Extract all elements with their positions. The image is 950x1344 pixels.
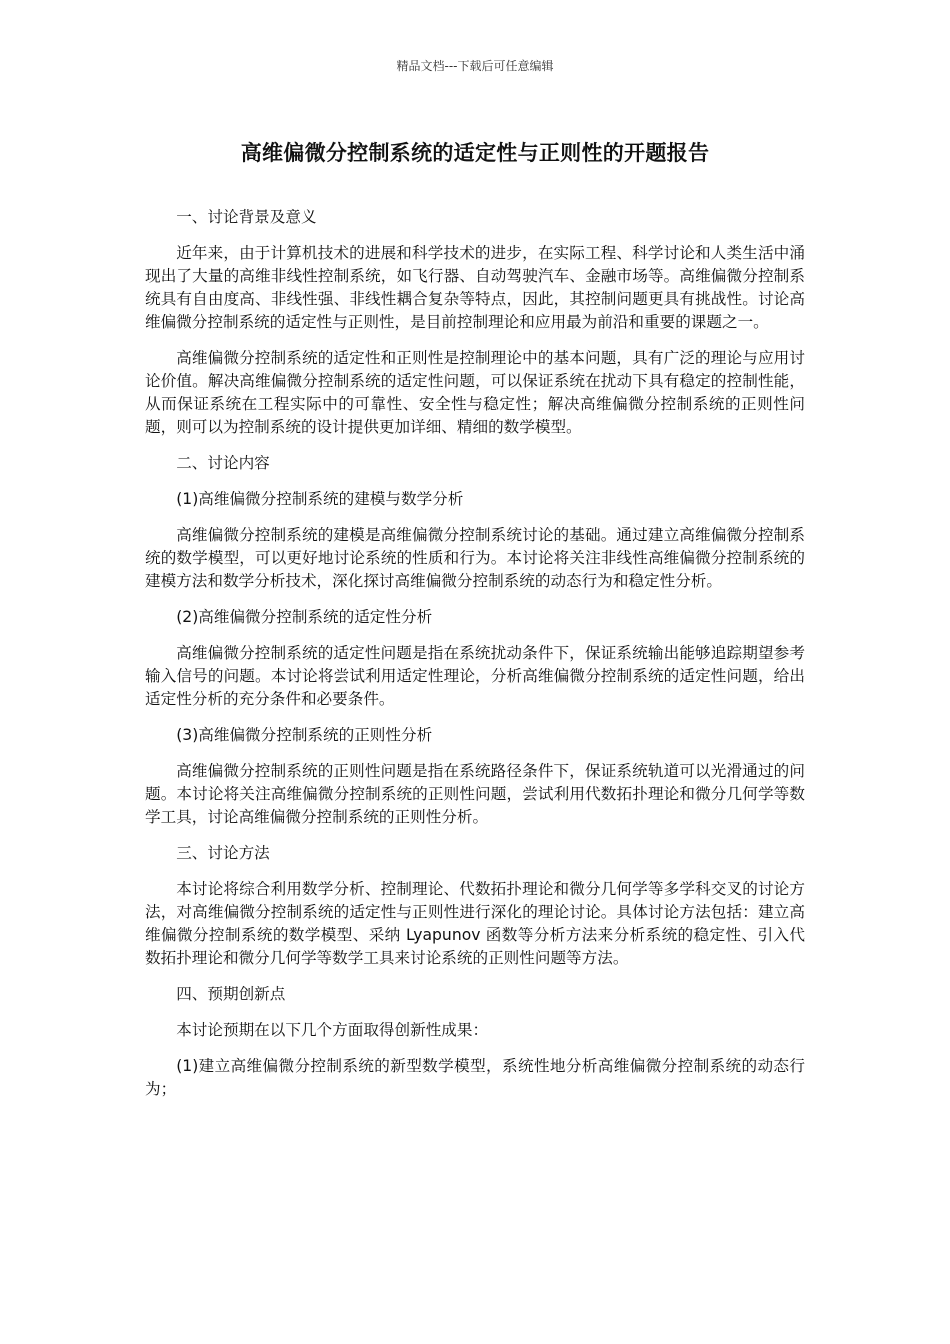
paragraph: 高维偏微分控制系统的正则性问题是指在系统路径条件下，保证系统轨道可以光滑通过的问题。本讨论将关注高维偏微分控制系统的正则性问题，尝试利用代数拓扑理论和微分几何学等数学工具，讨论高维偏微分控制系统的正则性分析。 [145,762,805,826]
paragraph: 高维偏微分控制系统的适定性和正则性是控制理论中的基本问题，具有广泛的理论与应用讨论价值。解决高维偏微分控制系统的适定性问题，可以保证系统在扰动下具有稳定的控制性能，从而保证系统在工程实际中的可靠性、安全性与稳定性；解决高维偏微分控制系统的正则性问题，则可以为控制系统的设计提供更加详细、精细的数学模型。 [145,349,805,436]
document-title: 高维偏微分控制系统的适定性与正则性的开题报告 [240,141,710,165]
paragraph: 近年来，由于计算机技术的进展和科学技术的进步，在实际工程、科学讨论和人类生活中涌现出了大量的高维非线性控制系统，如飞行器、自动驾驶汽车、金融市场等。高维偏微分控制系统具有自由度高、非线性强、非线性耦合复杂等特点，因此，其控制问题更具有挑战性。讨论高维偏微分控制系统的适定性与正则性，是目前控制理论和应用最为前沿和重要的课题之一。 [145,244,805,331]
section-heading-content: 二、讨论内容 [176,454,270,472]
subsection-heading: (1)高维偏微分控制系统的建模与数学分析 [176,490,464,508]
section-heading-background: 一、讨论背景及意义 [176,208,317,226]
paragraph: (1)建立高维偏微分控制系统的新型数学模型，系统性地分析高维偏微分控制系统的动态行为； [145,1057,805,1098]
subsection-heading: (3)高维偏微分控制系统的正则性分析 [176,726,433,744]
header-note: 精品文档---下载后可任意编辑 [396,59,554,73]
paragraph: 高维偏微分控制系统的建模是高维偏微分控制系统讨论的基础。通过建立高维偏微分控制系统的数学模型，可以更好地讨论系统的性质和行为。本讨论将关注非线性高维偏微分控制系统的建模方法和数学分析技术，深化探讨高维偏微分控制系统的动态行为和稳定性分析。 [145,526,805,590]
section-heading-innovation: 四、预期创新点 [176,985,286,1003]
document-body [145,206,805,1114]
paragraph: 高维偏微分控制系统的适定性问题是指在系统扰动条件下，保证系统输出能够追踪期望参考输入信号的问题。本讨论将尝试利用适定性理论，分析高维偏微分控制系统的适定性问题，给出适定性分析的充分条件和必要条件。 [145,644,805,708]
section-heading-methods: 三、讨论方法 [176,844,270,862]
subsection-heading: (2)高维偏微分控制系统的适定性分析 [176,608,433,626]
paragraph: 本讨论预期在以下几个方面取得创新性成果： [176,1021,489,1039]
paragraph: 本讨论将综合利用数学分析、控制理论、代数拓扑理论和微分几何学等多学科交叉的讨论方法，对高维偏微分控制系统的适定性与正则性进行深化的理论讨论。具体讨论方法包括：建立高维偏微分控制系统的数学模型、采纳 Lyapunov 函数等分析方法来分析系统的稳定性、引入代数拓扑理论和微分几何学等数学工具来讨论系统的正则性问题等方法。 [145,880,805,967]
